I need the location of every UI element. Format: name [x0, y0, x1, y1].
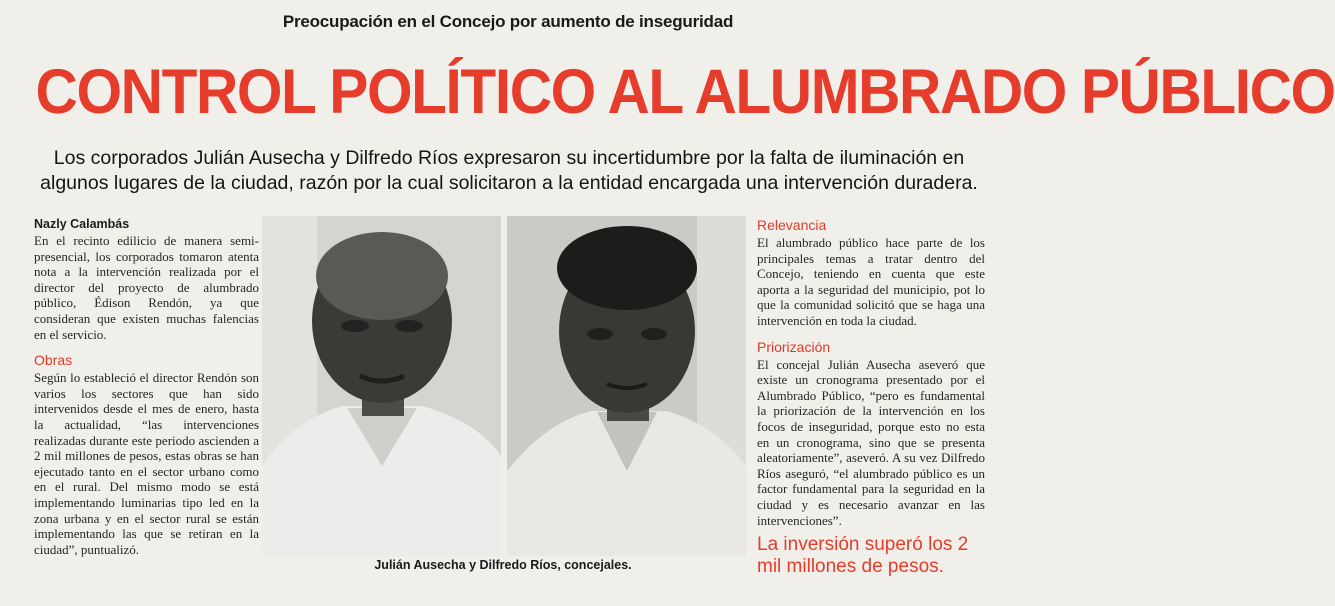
left-column — [34, 217, 259, 557]
subhead-relevancia: Relevancia — [757, 217, 827, 233]
photo-julian-ausecha — [262, 216, 501, 556]
relevancia-paragraph: El alumbrado público hace parte de los principales temas a tratar dentro del Concejo, teniendo en cuenta que este aporta a la seguridad del municipio, pot lo que la comunidad solicitó que se haga una intervención en toda la ciudad. — [757, 235, 985, 328]
priorizacion-paragraph: El concejal Julián Ausecha aseveró que existe un cronograma presentado por el Alumbrado Público, “pero es fundamental la priorización de la intervención en los focos de inseguridad, porque esto no esta en un cronograma, sino que se presenta aleatoriamente”, aseveró. A su vez Dilfredo Ríos aseguró, “el alumbrado público es un factor fundamental para la seguridad en la ciudad y es necesario avanzar en las intervenciones”. — [757, 356, 985, 528]
subhead-priorizacion: Priorización — [757, 338, 831, 355]
obras-paragraph: Según lo estableció el director Rendón son varios los sectores que han sido intervenidos desde el mes de enero, hasta la actualidad, “las intervenciones realizadas durante este periodo ascienden a 2 mil millones de pesos, estas obras se han ejecutado tanto en el sector urbano como en el rural. Del mismo modo se está implementando luminarias tipo led en la zona urbana y en el sector rural se están implementando las que se retiran en la ciudad”, puntualizó. — [34, 370, 259, 557]
lead-paragraph: Los corporados Julián Ausecha y Dilfredo Ríos expresaron su incertidumbre por la falta de iluminación en algunos lugares de la ciudad, razón por la cual solicitaron a la entidad encargada una intervención duradera. — [40, 147, 978, 194]
pull-quote: La inversión superó los 2 mil millones de pesos. — [757, 534, 969, 578]
right-column — [757, 217, 985, 578]
portrait-illustration-left — [262, 216, 501, 556]
photo-dilfredo-rios — [507, 216, 746, 556]
intro-paragraph: En el recinto edilicio de manera semi-presencial, los corporados tomaron atenta nota a la intervención realizada por el director del proyecto de alumbrado público, Édison Rendón, ya que consideran que existen muchas falencias en el servicio. — [34, 233, 259, 342]
byline: Nazly Calambás — [34, 217, 130, 231]
photo-caption: Julián Ausecha y Dilfredo Ríos, concejales. — [374, 558, 632, 572]
headline: CONTROL POLÍTICO AL ALUMBRADO PÚBLICO — [35, 57, 1335, 127]
portrait-illustration-right — [507, 216, 746, 556]
kicker: Preocupación en el Concejo por aumento de inseguridad — [282, 12, 734, 31]
photo-group — [262, 216, 744, 556]
subhead-obras: Obras — [34, 352, 73, 369]
